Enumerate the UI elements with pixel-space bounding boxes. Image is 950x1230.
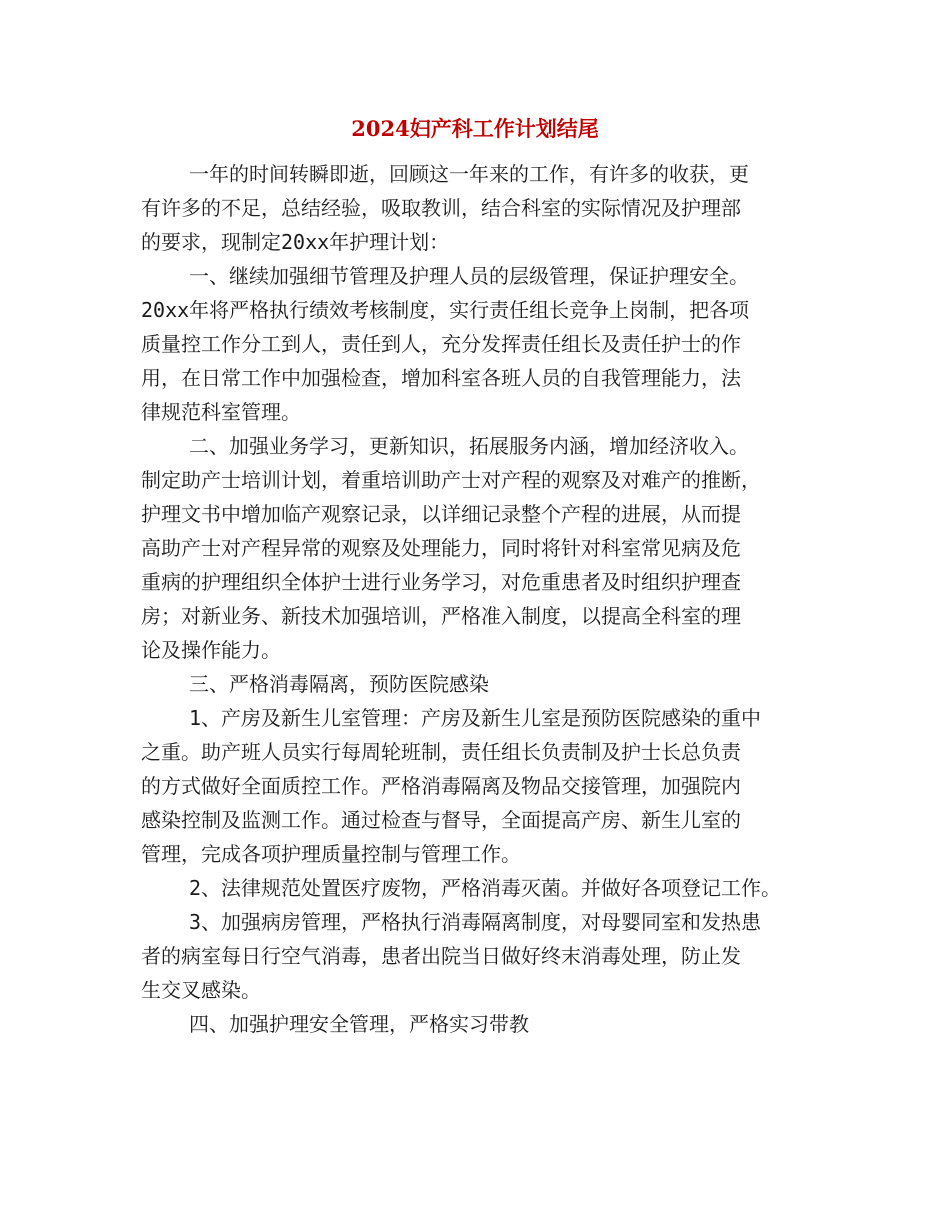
text-line: 二、加强业务学习，更新知识，拓展服务内涵，增加经济收入。 [189,434,749,458]
text-line: 之重。助产班人员实行每周轮班制，责任组长负责制及护士长总负责 [141,740,741,764]
text-line: 的方式做好全面质控工作。严格消毒隔离及物品交接管理，加强院内 [141,774,741,798]
text-line: 高助产士对产程异常的观察及处理能力，同时将针对科室常见病及危 [141,536,741,560]
text-line: 制定助产士培训计划，着重培训助产士对产程的观察及对难产的推断， [141,468,761,492]
text-line: 者的病室每日行空气消毒，患者出院当日做好终末消毒处理，防止发 [141,944,741,968]
text-line: 生交叉感染。 [141,978,261,1002]
document-body [141,157,809,1041]
text-line: 四、加强护理安全管理，严格实习带教 [189,1012,529,1036]
text-line: 一年的时间转瞬即逝，回顾这一年来的工作，有许多的收获，更 [189,162,749,186]
document-title: 2024妇产科工作计划结尾 [351,116,599,141]
text-line: 护理文书中增加临产观察记录，以详细记录整个产程的进展，从而提 [141,502,741,526]
text-line: 房；对新业务、新技术加强培训，严格准入制度，以提高全科室的理 [141,604,741,628]
text-line: 用，在日常工作中加强检查，增加科室各班人员的自我管理能力，法 [141,366,741,390]
text-line: 感染控制及监测工作。通过检查与督导，全面提高产房、新生儿室的 [141,808,741,832]
text-line: 3、加强病房管理，严格执行消毒隔离制度，对母婴同室和发热患 [189,910,762,934]
text-line: 论及操作能力。 [141,638,281,662]
text-line: 有许多的不足，总结经验，吸取教训，结合科室的实际情况及护理部 [141,196,741,220]
text-line: 管理，完成各项护理质量控制与管理工作。 [141,842,521,866]
text-line: 20xx年将严格执行绩效考核制度，实行责任组长竞争上岗制，把各项 [141,298,750,322]
text-line: 重病的护理组织全体护士进行业务学习，对危重患者及时组织护理查 [141,570,741,594]
text-line: 三、严格消毒隔离，预防医院感染 [189,672,489,696]
text-line: 2、法律规范处置医疗废物，严格消毒灭菌。并做好各项登记工作。 [189,876,782,900]
text-line: 1、产房及新生儿室管理：产房及新生儿室是预防医院感染的重中 [189,706,762,730]
text-line: 一、继续加强细节管理及护理人员的层级管理，保证护理安全。 [189,264,749,288]
text-line: 律规范科室管理。 [141,400,301,424]
text-line: 的要求，现制定20xx年护理计划： [141,230,450,254]
text-line: 质量控工作分工到人，责任到人，充分发挥责任组长及责任护士的作 [141,332,741,356]
